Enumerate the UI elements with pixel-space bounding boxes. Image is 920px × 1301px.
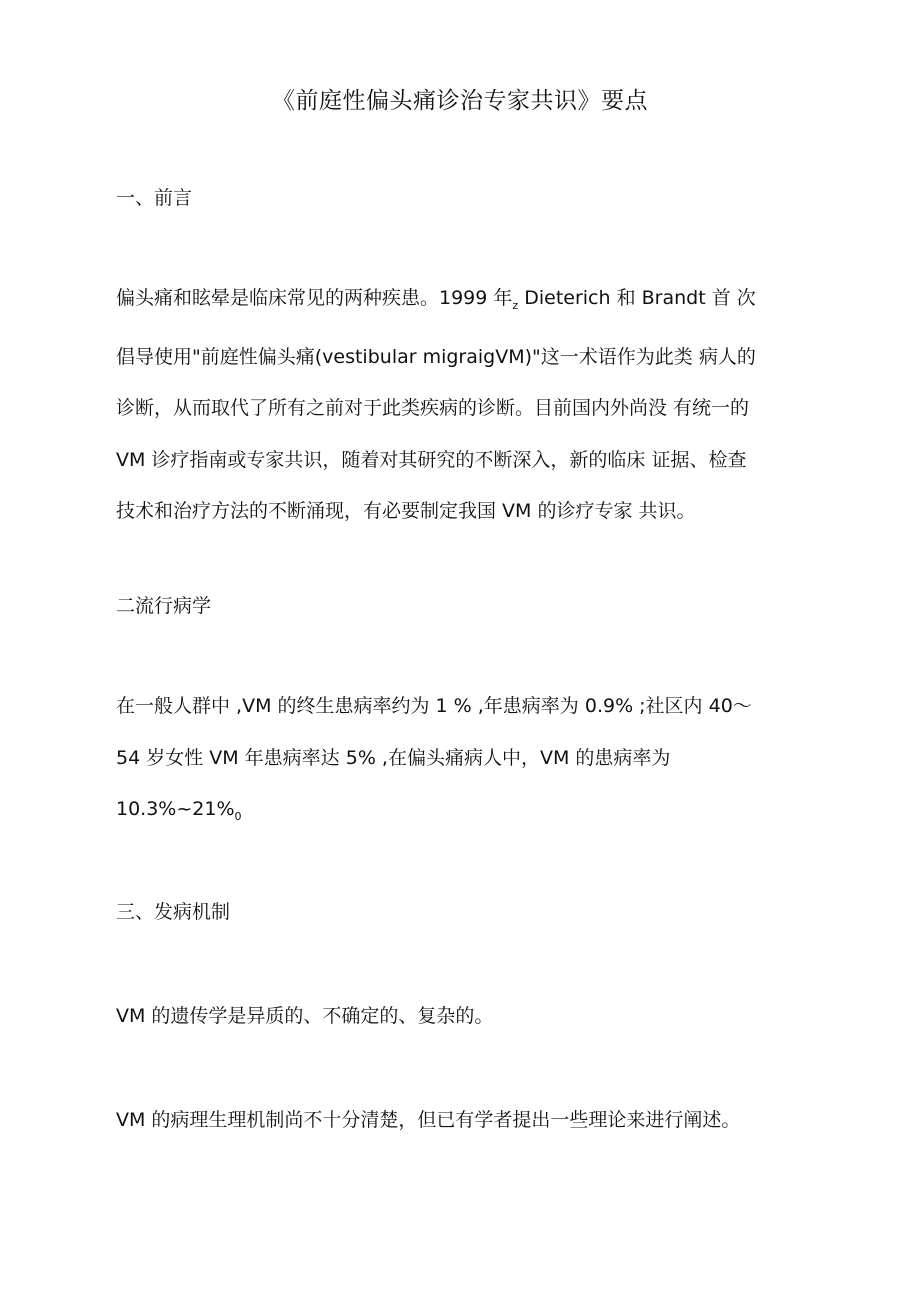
paragraph-preface [116, 273, 816, 538]
section-heading-epidemiology: 二流行病学 [116, 595, 212, 617]
text-line: 在一般人群中 ,VM 的终生患病率约为 1 % ,年患病率为 0.9% ;社区内 40～ [116, 695, 752, 717]
text-line: VM 诊疗指南或专家共识，随着对其研究的不断深入，新的临床 证据、检查 [116, 448, 747, 471]
text-line: 54 岁女性 VM 年患病率达 5% ,在偏头痛病人中，VM 的患病率为 [116, 746, 671, 769]
section-heading-preface: 一、前言 [116, 187, 193, 209]
text-line: 技术和治疗方法的不断涌现，有必要制定我国 VM 的诊疗专家 共识。 [116, 500, 696, 522]
document-title: 《前庭性偏头痛诊治专家共识》要点 [272, 88, 648, 114]
text-line [116, 784, 816, 843]
text-line [116, 273, 816, 332]
subscript-mark: z [512, 299, 519, 312]
text-segment: Dieterich 和 Brandt 首 次 [518, 287, 756, 309]
text-line: 倡导使用"前庭性偏头痛(vestibular migraigVM)"这一术语作为此类 病人的 [116, 345, 756, 368]
text-segment: 10.3%~21% [116, 798, 235, 820]
text-line: 诊断，从而取代了所有之前对于此类疾病的诊断。目前国内外尚没 有统一的 [116, 397, 750, 419]
section-heading-pathogenesis: 三、发病机制 [116, 901, 231, 923]
paragraph-pathophysiology: VM 的病理生理机制尚不十分清楚，但已有学者提出一些理论来进行阐述。 [116, 1109, 741, 1131]
paragraph-genetics: VM 的遗传学是异质的、不确定的、复杂的。 [116, 1005, 494, 1027]
subscript-mark: 0 [234, 810, 242, 823]
text-segment: 偏头痛和眩晕是临床常见的两种疾患。1999 年 [116, 287, 513, 309]
paragraph-epidemiology [116, 681, 816, 843]
